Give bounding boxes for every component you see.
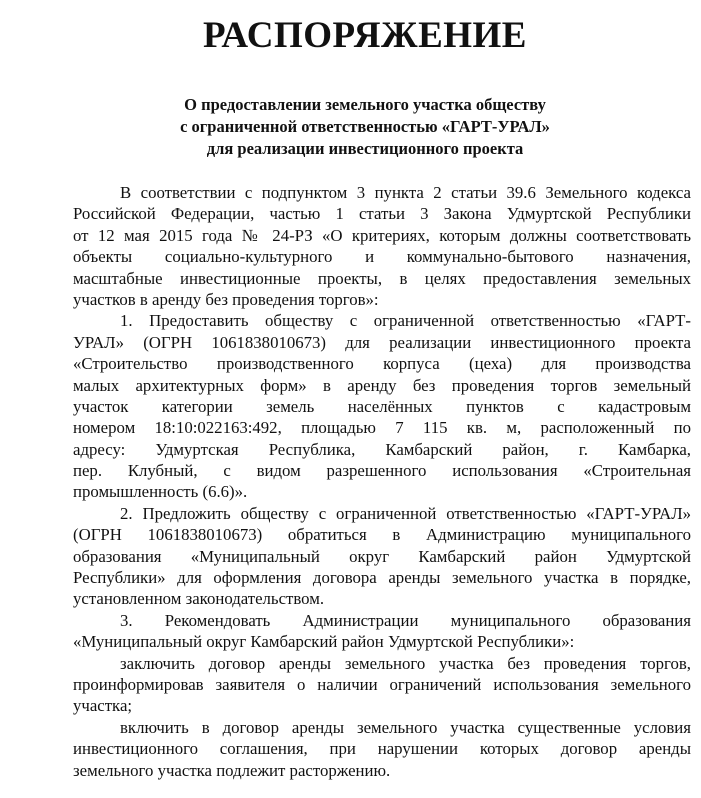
body-line: заключить договор аренды земельного участка без проведения торгов, — [120, 653, 691, 673]
body-line: проинформировав заявителя о наличии ограничений использования земельного — [73, 675, 691, 695]
body-line: В соответствии с подпунктом 3 пункта 2 статьи 39.6 Земельного кодекса — [120, 183, 691, 202]
body-line: 3. Рекомендовать Администрации муниципального образования — [120, 610, 691, 630]
body-line: пер. Клубный, с видом разрешенного использования «Строительная — [73, 461, 691, 481]
body-line: установленном законодательством. — [73, 589, 325, 609]
body-line: участка; — [73, 696, 133, 716]
body-line: 1. Предоставить обществу с ограниченной ответственностью «ГАРТ- — [120, 311, 691, 331]
body-line: 2. Предложить обществу с ограниченной ответственностью «ГАРТ-УРАЛ» — [120, 503, 691, 523]
body-line: включить в договор аренды земельного участка существенные условия — [120, 717, 691, 737]
document-title: РАСПОРЯЖЕНИЕ — [202, 15, 527, 56]
subtitle-line: для реализации инвестиционного проекта — [206, 139, 524, 158]
body-line: УРАЛ» (ОГРН 1061838010673) для реализации инвестиционного проекта — [73, 332, 691, 352]
body-line: адресу: Удмуртская Республика, Камбарский район, г. Камбарка, — [73, 439, 691, 459]
body-line: масштабные инвестиционные проекты, в целях предоставления земельных — [73, 268, 691, 288]
body-line: Республики» для оформления договора аренды земельного участка в порядке, — [73, 568, 691, 588]
body-line: Российской Федерации, частью 1 статьи 3 Закона Удмуртской Республики — [73, 204, 691, 224]
body-line: (ОГРН 1061838010673) обратиться в Администрацию муниципального — [73, 525, 691, 545]
body-line: «Муниципальный округ Камбарский район Удмуртской Республики»: — [73, 632, 575, 652]
body-line: промышленность (6.6)». — [73, 482, 248, 502]
document-subtitle — [0, 94, 701, 160]
subtitle-line: с ограниченной ответственностью «ГАРТ-УРАЛ» — [180, 117, 550, 136]
body-line: инвестиционного соглашения, при нарушении которых договор аренды — [73, 739, 691, 759]
body-line: объекты социально-культурного и коммунально-бытового назначения, — [73, 247, 691, 267]
body-line: «Строительство производственного корпуса (цеха) для производства — [73, 354, 691, 374]
body-line: земельного участка подлежит расторжению. — [73, 760, 391, 780]
body-line: участков в аренду без проведения торгов»: — [73, 289, 379, 309]
subtitle-line: О предоставлении земельного участка обществу — [184, 95, 546, 114]
document-body — [73, 182, 691, 781]
body-line: образования «Муниципальный округ Камбарский район Удмуртской — [73, 546, 691, 566]
body-line: номером 18:10:022163:492, площадью 7 115 кв. м, расположенный по — [73, 418, 691, 438]
body-line: малых архитектурных форм» в аренду без проведения торгов земельный — [73, 375, 691, 395]
body-line: участок категории земель населённых пунктов с кадастровым — [73, 396, 691, 416]
body-line: от 12 мая 2015 года № 24-РЗ «О критериях, которым должны соответствовать — [73, 225, 691, 245]
